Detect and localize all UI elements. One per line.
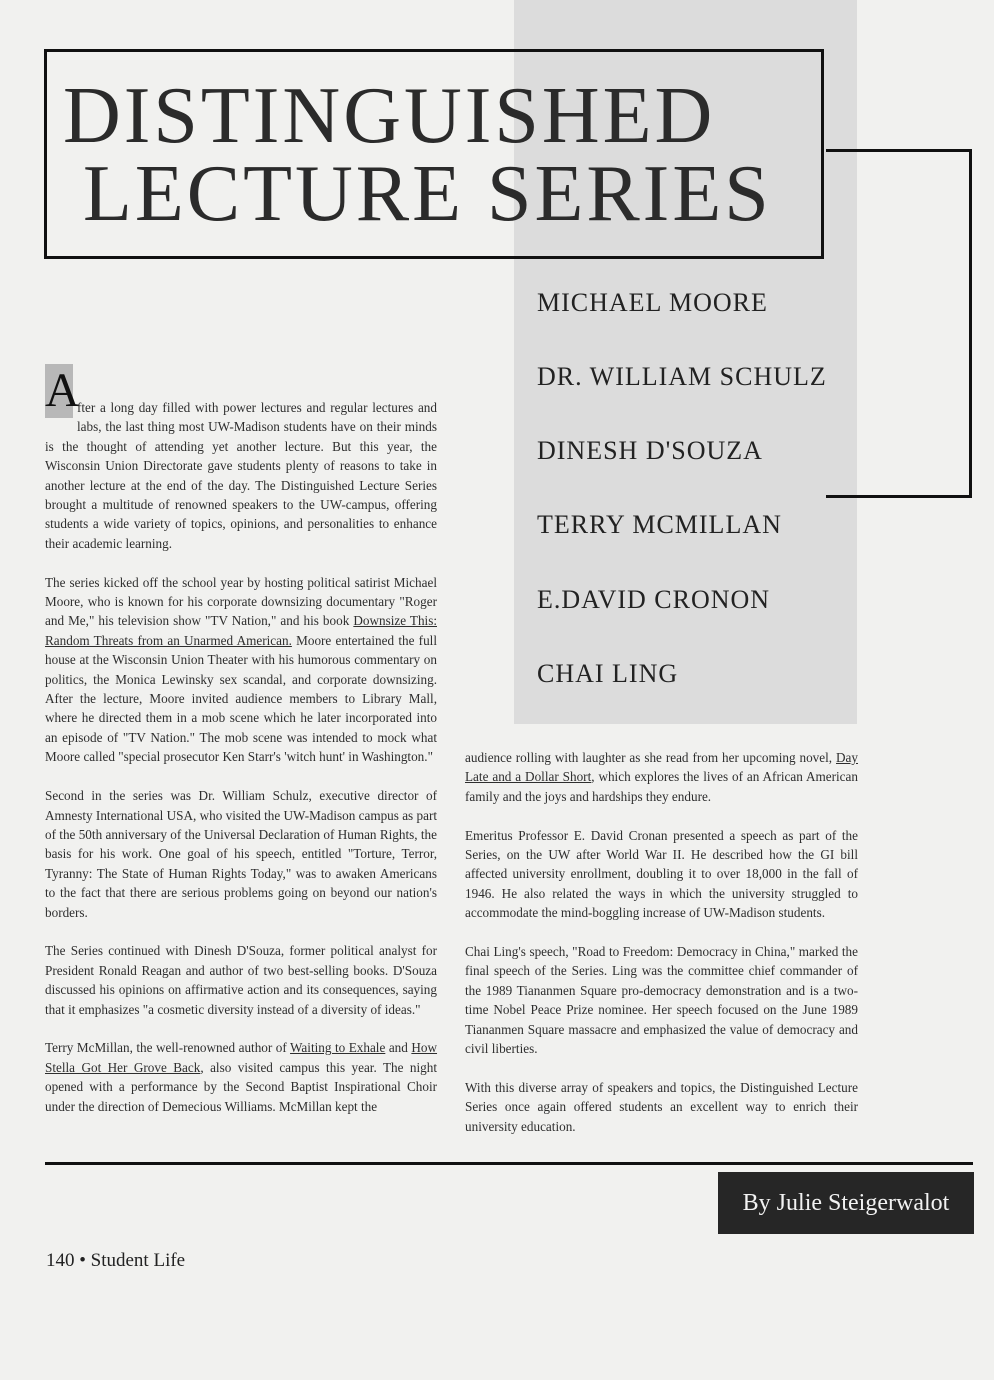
byline <box>718 1172 974 1234</box>
speaker-michael-moore: MICHAEL MOORE <box>537 288 768 317</box>
paragraph-mcmillan: Terry McMillan, the well-renowned author of Waiting to Exhale and How Stella Got Her Grove Back, also visited campus this year. The night opened with a performance by the Second Baptist Inspirational Choir under the direction of Demecious Williams. McMillan kept the <box>45 1040 438 1114</box>
byline-text: By Julie Steigerwalot <box>742 1189 950 1216</box>
paragraph-cronon: Emeritus Professor E. David Cronan presented a speech as part of the Series, on the UW after World War II. He described how the GI bill affected university enrollment, doubling it to over 18,000 in the fall of 1946. He also related the ways in which the university struggled to accommodate the mind-boggling increase of UW-Madison students. <box>465 827 858 921</box>
speaker-dinesh-dsouza: DINESH D'SOUZA <box>537 436 763 465</box>
drop-cap: A <box>45 364 80 417</box>
paragraph-chai-ling: Chai Ling's speech, "Road to Freedom: Democracy in China," marked the final speech of the Series. Ling was the committee chief commander of the 1989 Tiananmen Square pro-democracy demonstration and is a two-time Nobel Peace Prize nominee. Her speech focused on the June 1989 Tiananmen Square massacre and emphasized the value of democracy and civil liberties. <box>465 944 858 1057</box>
intro-text: fter a long day filled with power lectures and regular lectures and labs, the last thing most UW-Madison students have on their minds is the thought of attending yet another lecture. But this year, the Wisconsin Union Directorate gave students plenty of reasons to take in another lecture at the end of the day. The Distinguished Lecture Series brought a multitude of renowned speakers to the UW-campus, offering students a wide variety of topics, opinions, and personalities to enhance their academic learning. <box>45 400 437 551</box>
speaker-terry-mcmillan: TERRY MCMILLAN <box>537 510 782 539</box>
title-box <box>44 49 824 259</box>
paragraph-schulz: Second in the series was Dr. William Schulz, executive director of Amnesty International USA, who visited the UW-Madison campus as part of the 50th anniversary of the Universal Declaration of Human Rights, the basis for his work. One goal of his speech, entitled "Torture, Terror, Tyranny: The State of Human Rights Today," was to awaken Americans to the fact that there are serious problems going on beyond our nation's borders. <box>45 788 437 920</box>
page-folio: 140 • Student Life <box>46 1250 186 1271</box>
footer-rule <box>45 1162 973 1165</box>
speaker-william-schulz: DR. WILLIAM SCHULZ <box>537 362 827 391</box>
title-line-1: DISTINGUISHED <box>63 72 716 160</box>
speaker-chai-ling: CHAI LING <box>537 659 679 688</box>
paragraph-moore: The series kicked off the school year by hosting political satirist Michael Moore, who is known for his corporate downsizing documentary "Roger and Me," his television show "TV Nation," and his book Downsize This: Random Threats from an Unarmed American. Moore entertained the full house at the Wisconsin Union Theater with his humorous commentary on politics, the Monica Lewinsky sex scandal, and corporate downsizing. After the lecture, Moore invited audience members to Library Mall, where he directed them in a mob scene which he later incorporated into an episode of "TV Nation." The mob scene was intended to mock what Moore called "special prosecutor Ken Starr's 'witch hunt' in Washington." <box>45 574 437 765</box>
book-title-downsize-this: Downsize This: Random Threats from an Unarmed American. <box>45 613 437 648</box>
book-title-waiting-to-exhale: Waiting to Exhale <box>290 1040 386 1056</box>
paragraph-intro <box>45 364 437 553</box>
paragraph-mcmillan-cont: audience rolling with laughter as she read from her upcoming novel, Day Late and a Dollar Short, which explores the lives of an African American family and the joys and hardships they endure. <box>465 750 858 804</box>
speaker-bracket <box>826 149 972 498</box>
article-column-left <box>45 364 437 1135</box>
book-title-stella: How Stella Got Her Grove Back <box>45 1040 438 1075</box>
title-line-2: LECTURE SERIES <box>83 150 772 238</box>
speaker-david-cronon: E.DAVID CRONON <box>537 585 771 614</box>
paragraph-conclusion: With this diverse array of speakers and topics, the Distinguished Lecture Series once again offered students an excellent way to enrich their university education. <box>465 1079 858 1134</box>
book-title-day-late: Day Late and a Dollar Short <box>465 750 858 785</box>
article-column-right <box>465 748 858 1155</box>
paragraph-dsouza: The Series continued with Dinesh D'Souza, former political analyst for President Ronald Reagan and author of two best-selling books. D'Souza discussed his opinions on affirmative action and its consequences, saying that it emphasizes "a cosmetic diversity instead of a diversity of ideas." <box>45 943 437 1017</box>
